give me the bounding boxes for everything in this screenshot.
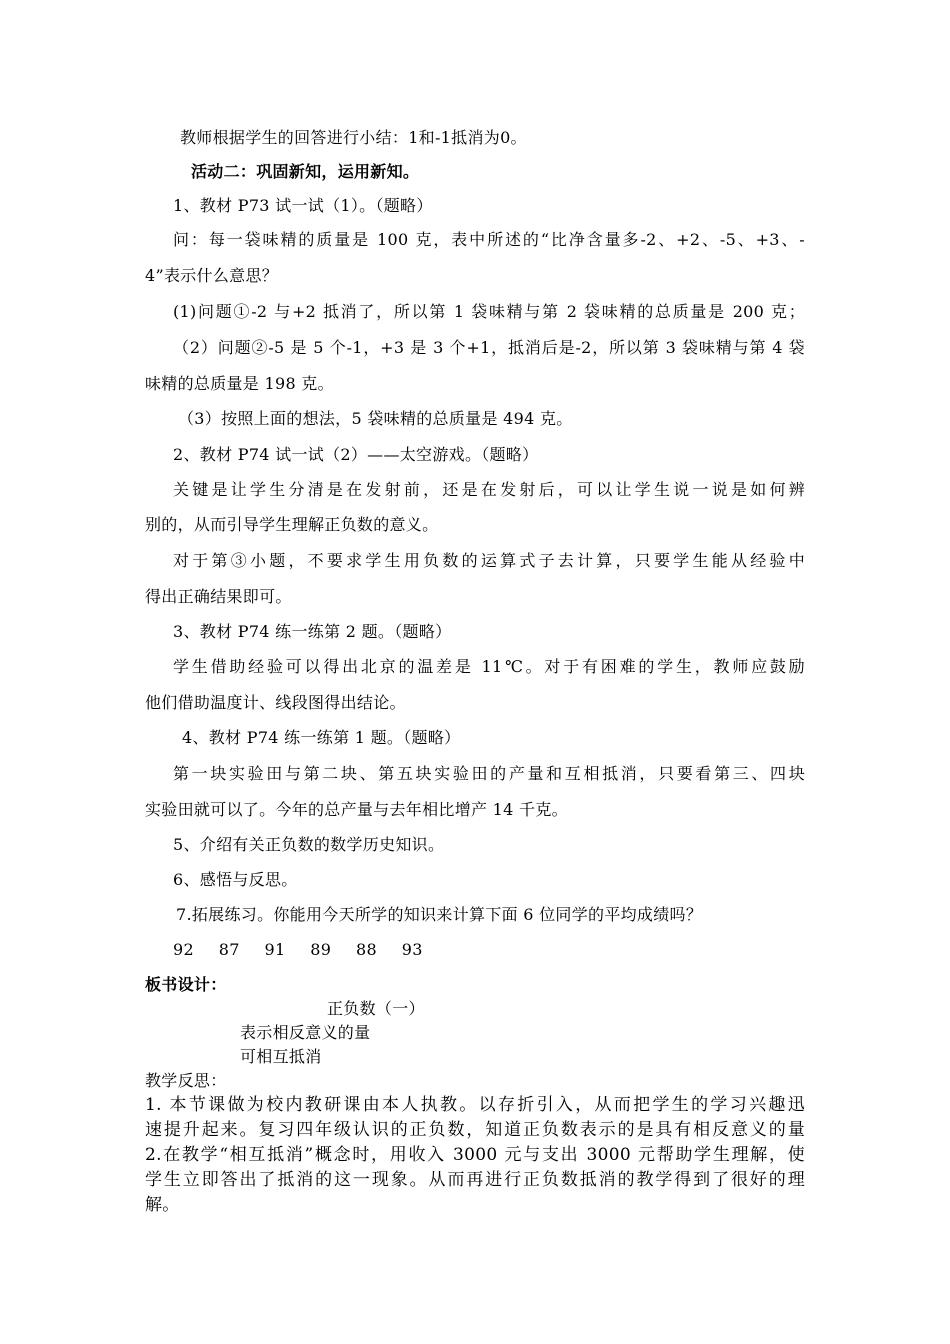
- item2-title: 2、教材 P74 试一试（2）——太空游戏。（题略）: [173, 445, 539, 464]
- item3-para-line1: 学生借助经验可以得出北京的温差是 11℃。对于有困难的学生，教师应鼓励: [173, 657, 805, 676]
- item3-title: 3、教材 P74 练一练第 2 题。（题略）: [173, 622, 452, 641]
- reflection-heading: 教学反思：: [145, 1071, 227, 1090]
- reflection-p1-line1: 1. 本节课做为校内教研课由本人执教。以存折引入，从而把学生的学习兴趣迅: [145, 1095, 805, 1115]
- summary-text: 教师根据学生的回答进行小结：1和-1抵消为0。: [180, 128, 527, 147]
- item1-title: 1、教材 P73 试一试（1）。（题略）: [173, 196, 433, 215]
- item1-answer1: (1)问题①-2 与+2 抵消了，所以第 1 袋味精与第 2 袋味精的总质量是 200 克；: [173, 302, 805, 321]
- score-3: 91: [264, 940, 286, 959]
- item1-question-line2: 4”表示什么意思？: [145, 266, 279, 285]
- item1-answer2-line2: 味精的总质量是 198 克。: [145, 374, 334, 393]
- item7: 7.拓展练习。你能用今天所学的知识来计算下面 6 位同学的平均成绩吗？: [176, 905, 703, 924]
- score-2: 87: [218, 940, 240, 959]
- item4-title: 4、教材 P74 练一练第 1 题。（题略）: [182, 728, 461, 747]
- item2-para2-line2: 得出正确结果即可。: [145, 587, 292, 606]
- score-list: [173, 940, 423, 960]
- score-4: 89: [310, 940, 332, 959]
- item1-answer2-line1: （2）问题②-5 是 5 个-1，+3 是 3 个+1，抵消后是-2，所以第 3 袋味精与第 4 袋: [173, 338, 805, 357]
- board-line1: 表示相反意义的量: [240, 1023, 371, 1042]
- item2-para2-line1: 对于第③小题，不要求学生用负数的运算式子去计算，只要学生能从经验中: [173, 551, 805, 570]
- item1-answer3: （3）按照上面的想法，5 袋味精的总质量是 494 克。: [178, 409, 573, 428]
- item4-para-line1: 第一块实验田与第二块、第五块实验田的产量和互相抵消，只要看第三、四块: [173, 764, 805, 783]
- score-6: 93: [401, 940, 423, 959]
- item4-para-line2: 实验田就可以了。今年的总产量与去年相比增产 14 千克。: [145, 800, 568, 819]
- board-heading: 板书设计：: [145, 975, 227, 994]
- score-1: 92: [173, 940, 194, 959]
- reflection-p1-line2: 速提升起来。复习四年级认识的正负数，知道正负数表示的是具有相反意义的量: [145, 1120, 805, 1140]
- item6: 6、感悟与反思。: [173, 870, 298, 889]
- reflection-p2-line1: 2.在教学“相互抵消”概念时，用收入 3000 元与支出 3000 元帮助学生理解，使: [145, 1145, 805, 1165]
- item2-para1-line1: 关键是让学生分清是在发射前，还是在发射后，可以让学生说一说是如何辨: [173, 480, 805, 499]
- reflection-p2-line2: 学生立即答出了抵消的这一现象。从而再进行正负数抵消的教学得到了很好的理: [145, 1170, 805, 1190]
- item2-para1-line2: 别的，从而引导学生理解正负数的意义。: [145, 515, 439, 534]
- board-line2: 可相互抵消: [240, 1047, 322, 1066]
- item1-question-line1: 问：每一袋味精的质量是 100 克，表中所述的“比净含量多-2、+2、-5、+3、-: [173, 230, 805, 249]
- score-5: 88: [356, 940, 377, 959]
- item5: 5、介绍有关正负数的数学历史知识。: [173, 835, 445, 854]
- board-title: 正负数（一）: [327, 999, 425, 1018]
- reflection-p2-line3: 解。: [145, 1195, 180, 1215]
- item3-para-line2: 他们借助温度计、线段图得出结论。: [145, 693, 406, 712]
- activity2-heading: 活动二：巩固新知，运用新知。: [191, 162, 420, 181]
